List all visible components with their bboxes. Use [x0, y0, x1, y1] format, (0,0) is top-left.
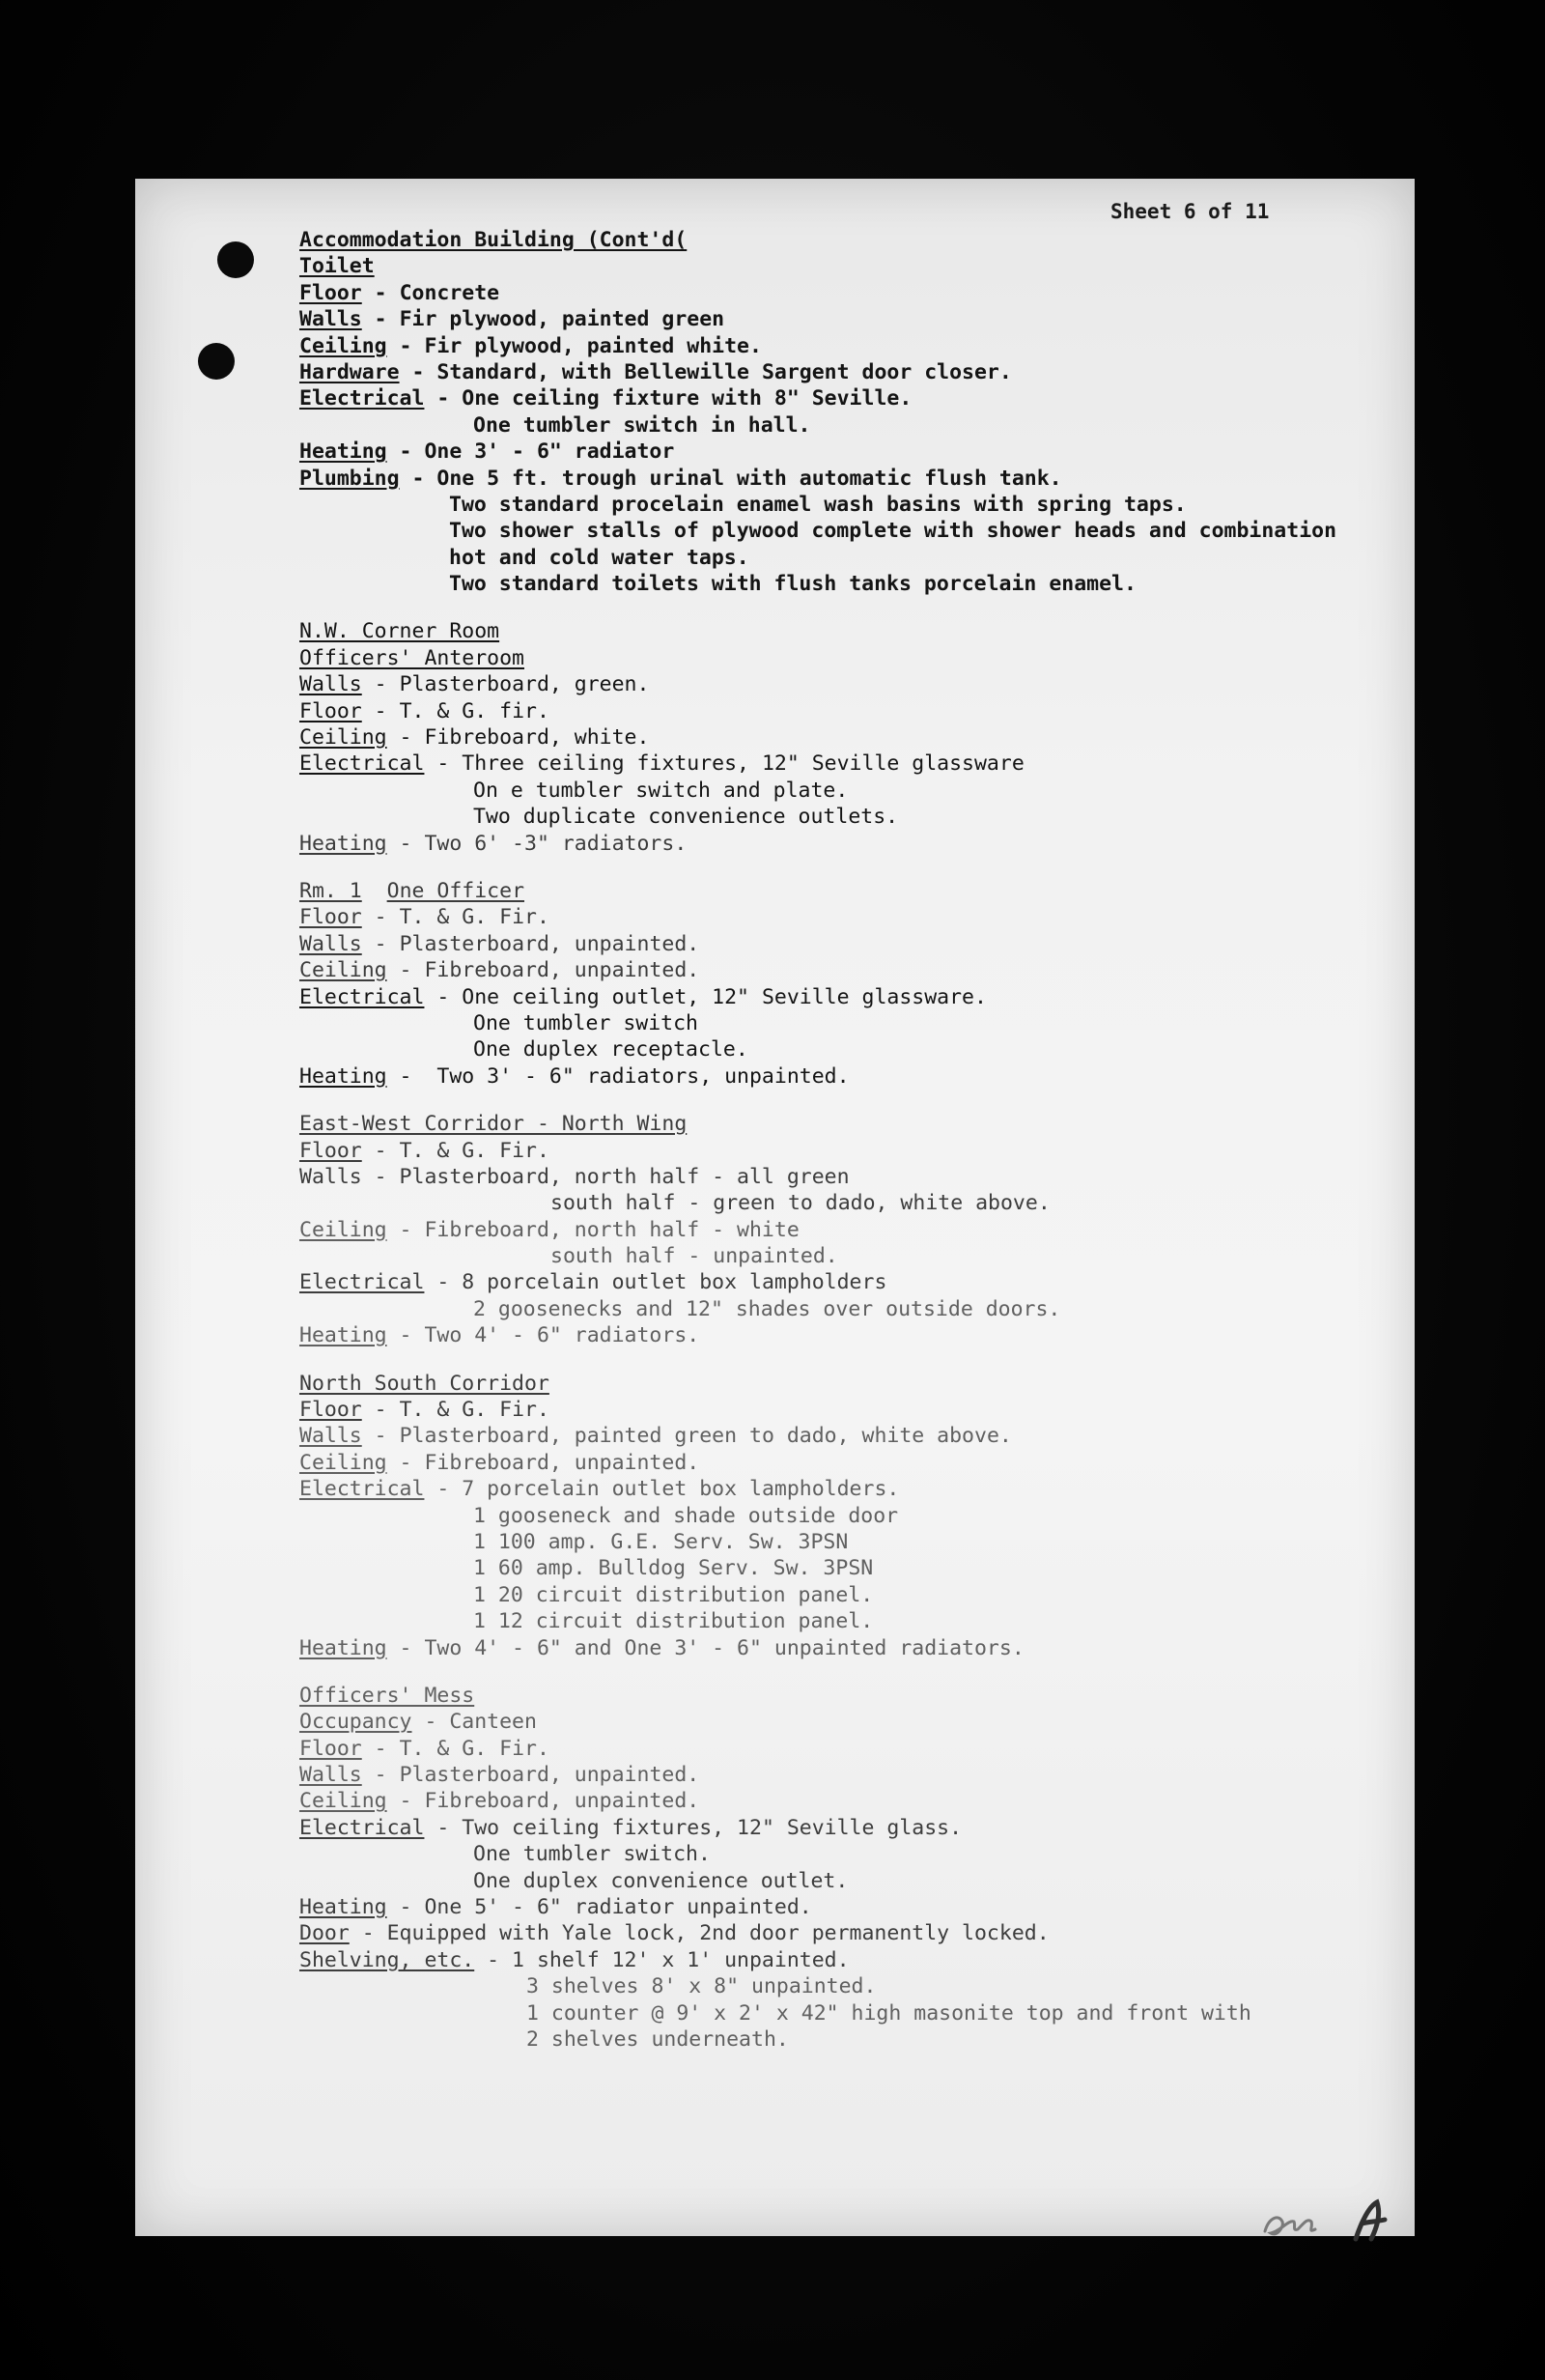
mess-electrical: Electrical - Two ceiling fixtures, 12" Seville glass. — [299, 1815, 963, 1840]
mess-walls: Walls - Plasterboard, unpainted. — [299, 1763, 700, 1788]
ns-electrical-line: 1 60 amp. Bulldog Serv. Sw. 3PSN — [473, 1556, 874, 1581]
toilet-hardware: Hardware - Standard, with Bellewille Sargent door closer. — [299, 359, 1012, 384]
toilet-plumbing-line: Two standard toilets with flush tanks porcelain enamel. — [449, 572, 1137, 597]
ns-floor: Floor - T. & G. Fir. — [299, 1398, 549, 1423]
toilet-heating: Heating - One 3' - 6" radiator — [299, 439, 675, 465]
nw-heating: Heating - Two 6' -3" radiators. — [299, 831, 688, 856]
ns-walls: Walls - Plasterboard, painted green to dado, white above. — [299, 1424, 1012, 1449]
mess-shelving-line: 3 shelves 8' x 8" unpainted. — [526, 1974, 877, 1999]
rm1-electrical-line: One duplex receptacle. — [473, 1037, 748, 1062]
rm1-ceiling: Ceiling - Fibreboard, unpainted. — [299, 958, 700, 983]
ns-electrical-line: 1 100 amp. G.E. Serv. Sw. 3PSN — [473, 1529, 849, 1554]
toilet-plumbing: Plumbing - One 5 ft. trough urinal with automatic flush tank. — [299, 466, 1062, 491]
punch-hole — [217, 241, 254, 278]
handwritten-initials — [1255, 2164, 1400, 2260]
toilet-walls: Walls - Fir plywood, painted green — [299, 307, 725, 332]
section-heading-ns-corridor: North South Corridor — [299, 1371, 549, 1396]
mess-door: Door - Equipped with Yale lock, 2nd door permanently locked. — [299, 1921, 1050, 1946]
toilet-electrical-line: One tumbler switch in hall. — [473, 412, 811, 438]
ns-electrical-line: 1 20 circuit distribution panel. — [473, 1582, 874, 1607]
mess-electrical-line: One duplex convenience outlet. — [473, 1868, 849, 1893]
toilet-plumbing-line: hot and cold water taps. — [449, 545, 749, 570]
section-heading-ew-corridor: East-West Corridor - North Wing — [299, 1112, 688, 1137]
section-heading-mess: Officers' Mess — [299, 1683, 475, 1708]
document-body — [299, 227, 1400, 2053]
toilet-electrical: Electrical - One ceiling fixture with 8" Seville. — [299, 386, 913, 411]
section-heading-nw-corner: N.W. Corner Room — [299, 619, 500, 644]
sheet-number: Sheet 6 of 11 — [1110, 200, 1270, 223]
ew-ceiling-line: south half - unpainted. — [550, 1244, 838, 1269]
nw-ceiling: Ceiling - Fibreboard, white. — [299, 725, 650, 751]
ew-electrical: Electrical - 8 porcelain outlet box lampholders — [299, 1270, 887, 1295]
ns-heating: Heating - Two 4' - 6" and One 3' - 6" unpainted radiators. — [299, 1635, 1025, 1660]
punch-hole — [198, 343, 235, 380]
mess-occupancy: Occupancy - Canteen — [299, 1710, 537, 1735]
mess-shelving: Shelving, etc. - 1 shelf 12' x 1' unpainted. — [299, 1947, 850, 1972]
document-title: Accommodation Building (Cont'd( — [299, 228, 688, 252]
ew-walls-line: south half - green to dado, white above. — [550, 1191, 1051, 1216]
nw-electrical: Electrical - Three ceiling fixtures, 12" Seville glassware — [299, 751, 1025, 777]
mess-shelving-line: 1 counter @ 9' x 2' x 42" high masonite top and front with — [526, 2000, 1251, 2026]
rm1-heating: Heating - Two 3' - 6" radiators, unpainted. — [299, 1063, 850, 1089]
mess-heating: Heating - One 5' - 6" radiator unpainted. — [299, 1895, 812, 1920]
mess-shelving-line: 2 shelves underneath. — [526, 2027, 789, 2052]
nw-walls: Walls - Plasterboard, green. — [299, 672, 650, 697]
mess-ceiling: Ceiling - Fibreboard, unpainted. — [299, 1789, 700, 1814]
rm1-electrical: Electrical - One ceiling outlet, 12" Seville glassware. — [299, 984, 987, 1009]
ns-electrical-line: 1 gooseneck and shade outside door — [473, 1503, 899, 1528]
nw-electrical-line: On e tumbler switch and plate. — [473, 778, 849, 803]
toilet-floor: Floor - Concrete — [299, 280, 500, 305]
ns-electrical: Electrical - 7 porcelain outlet box lampholders. — [299, 1477, 900, 1502]
ew-ceiling: Ceiling - Fibreboard, north half - white — [299, 1217, 800, 1242]
ew-heating: Heating - Two 4' - 6" radiators. — [299, 1323, 700, 1348]
ew-electrical-line: 2 goosenecks and 12" shades over outside doors. — [473, 1296, 1061, 1321]
toilet-plumbing-line: Two standard procelain enamel wash basins with spring taps. — [449, 492, 1187, 517]
ew-walls: Walls - Plasterboard, north half - all green — [299, 1164, 850, 1189]
toilet-plumbing-line: Two shower stalls of plywood complete with shower heads and combination — [449, 519, 1337, 544]
mess-electrical-line: One tumbler switch. — [473, 1842, 711, 1867]
nw-floor: Floor - T. & G. fir. — [299, 698, 549, 723]
rm1-floor: Floor - T. & G. Fir. — [299, 905, 549, 930]
ns-electrical-line: 1 12 circuit distribution panel. — [473, 1609, 874, 1634]
section-heading-rm1: Rm. 1 One Officer — [299, 878, 525, 903]
nw-electrical-line: Two duplicate convenience outlets. — [473, 805, 899, 830]
rm1-walls: Walls - Plasterboard, unpainted. — [299, 931, 700, 956]
section-heading-toilet: Toilet — [299, 254, 375, 279]
document-page — [135, 179, 1415, 2236]
ew-floor: Floor - T. & G. Fir. — [299, 1138, 549, 1163]
section-subheading-anteroom: Officers' Anteroom — [299, 645, 524, 670]
rm1-electrical-line: One tumbler switch — [473, 1010, 698, 1035]
mess-floor: Floor - T. & G. Fir. — [299, 1736, 549, 1761]
ns-ceiling: Ceiling - Fibreboard, unpainted. — [299, 1450, 700, 1475]
toilet-ceiling: Ceiling - Fir plywood, painted white. — [299, 333, 762, 358]
